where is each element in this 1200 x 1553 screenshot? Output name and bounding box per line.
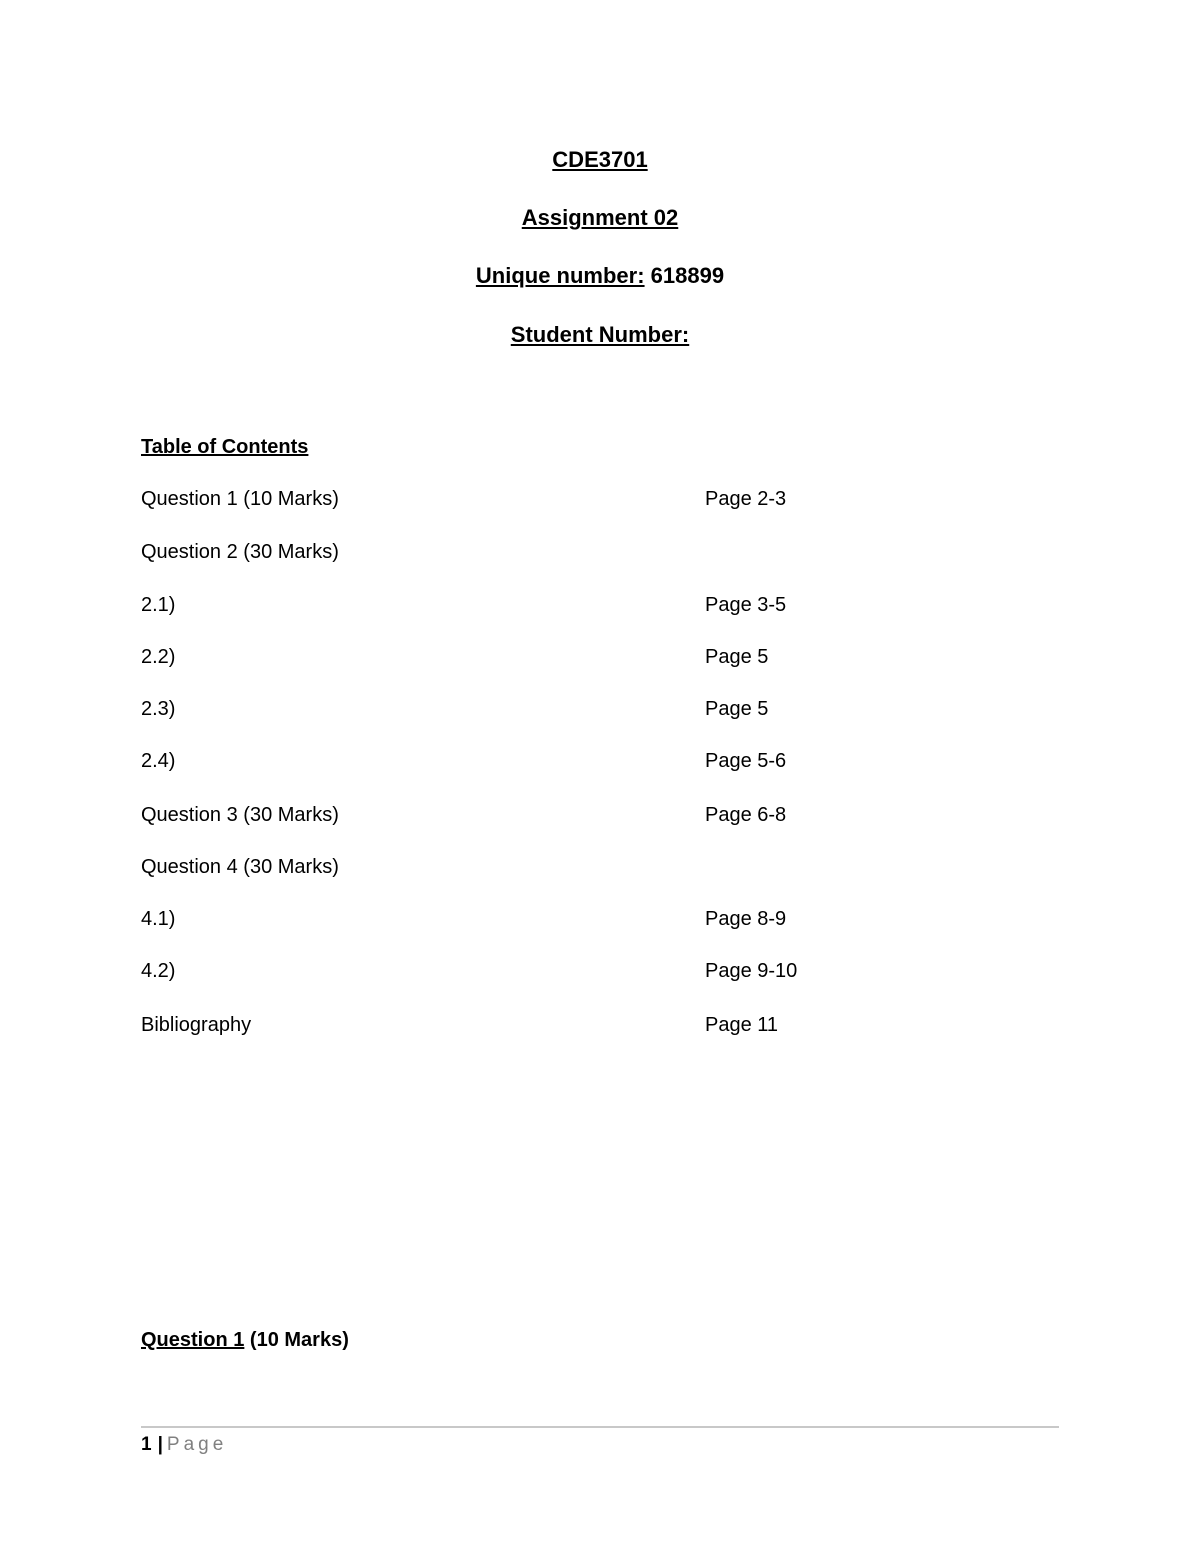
toc-row [141, 802, 1041, 828]
unique-number-line [0, 262, 1200, 290]
course-code-title [0, 146, 1200, 174]
page-number: 1 [141, 1434, 152, 1455]
toc-row [141, 539, 1041, 565]
unique-number-label: Unique number: [475, 263, 645, 288]
toc-row-page: Page 11 [705, 1014, 779, 1036]
toc-row [141, 906, 1041, 932]
toc-row [141, 696, 1041, 722]
toc-row [141, 644, 1041, 670]
toc-row-label: 2.1) [141, 594, 176, 616]
toc-row-label: Question 1 (10 Marks) [141, 488, 339, 510]
toc-row-page: Page 5 [705, 698, 769, 720]
toc-row-page: Page 3-5 [705, 594, 787, 616]
student-number-line [0, 321, 1200, 349]
toc-row-page: Page 2-3 [705, 488, 787, 510]
toc-row-label: 4.2) [141, 960, 176, 982]
page-footer [141, 1433, 227, 1457]
toc-row-label: 2.3) [141, 698, 176, 720]
footer-separator: | [157, 1434, 163, 1455]
question1-heading [141, 1327, 349, 1353]
toc-row-page: Page 8-9 [705, 908, 787, 930]
toc-row [141, 748, 1041, 774]
toc-row [141, 958, 1041, 984]
assignment-title-line [0, 204, 1200, 232]
toc-heading: Table of Contents [141, 436, 309, 458]
toc-row [141, 854, 1041, 880]
toc-row-page: Page 5 [705, 646, 769, 668]
question1-marks: (10 Marks) [244, 1329, 349, 1351]
assignment-title: Assignment 02 [521, 205, 679, 230]
toc-row-page: Page 9-10 [705, 960, 798, 982]
student-number-label: Student Number: [510, 322, 690, 347]
course-code: CDE3701 [552, 147, 648, 172]
toc-row [141, 486, 1041, 512]
toc-row [141, 1012, 1041, 1038]
footer-divider [141, 1426, 1059, 1428]
toc-row-label: Question 4 (30 Marks) [141, 856, 339, 878]
page-word: Page [166, 1434, 228, 1455]
toc-row-label: 4.1) [141, 908, 176, 930]
toc-row-page: Page 5-6 [705, 750, 787, 772]
toc-row-label: Bibliography [141, 1014, 252, 1036]
toc-row-label: 2.4) [141, 750, 176, 772]
toc-row-label: 2.2) [141, 646, 176, 668]
unique-number-value: 618899 [644, 263, 725, 288]
toc-row-label: Question 3 (30 Marks) [141, 804, 339, 826]
toc-row-label: Question 2 (30 Marks) [141, 541, 339, 563]
question1-title: Question 1 [141, 1329, 245, 1351]
toc-row [141, 592, 1041, 618]
toc-row-page: Page 6-8 [705, 804, 787, 826]
